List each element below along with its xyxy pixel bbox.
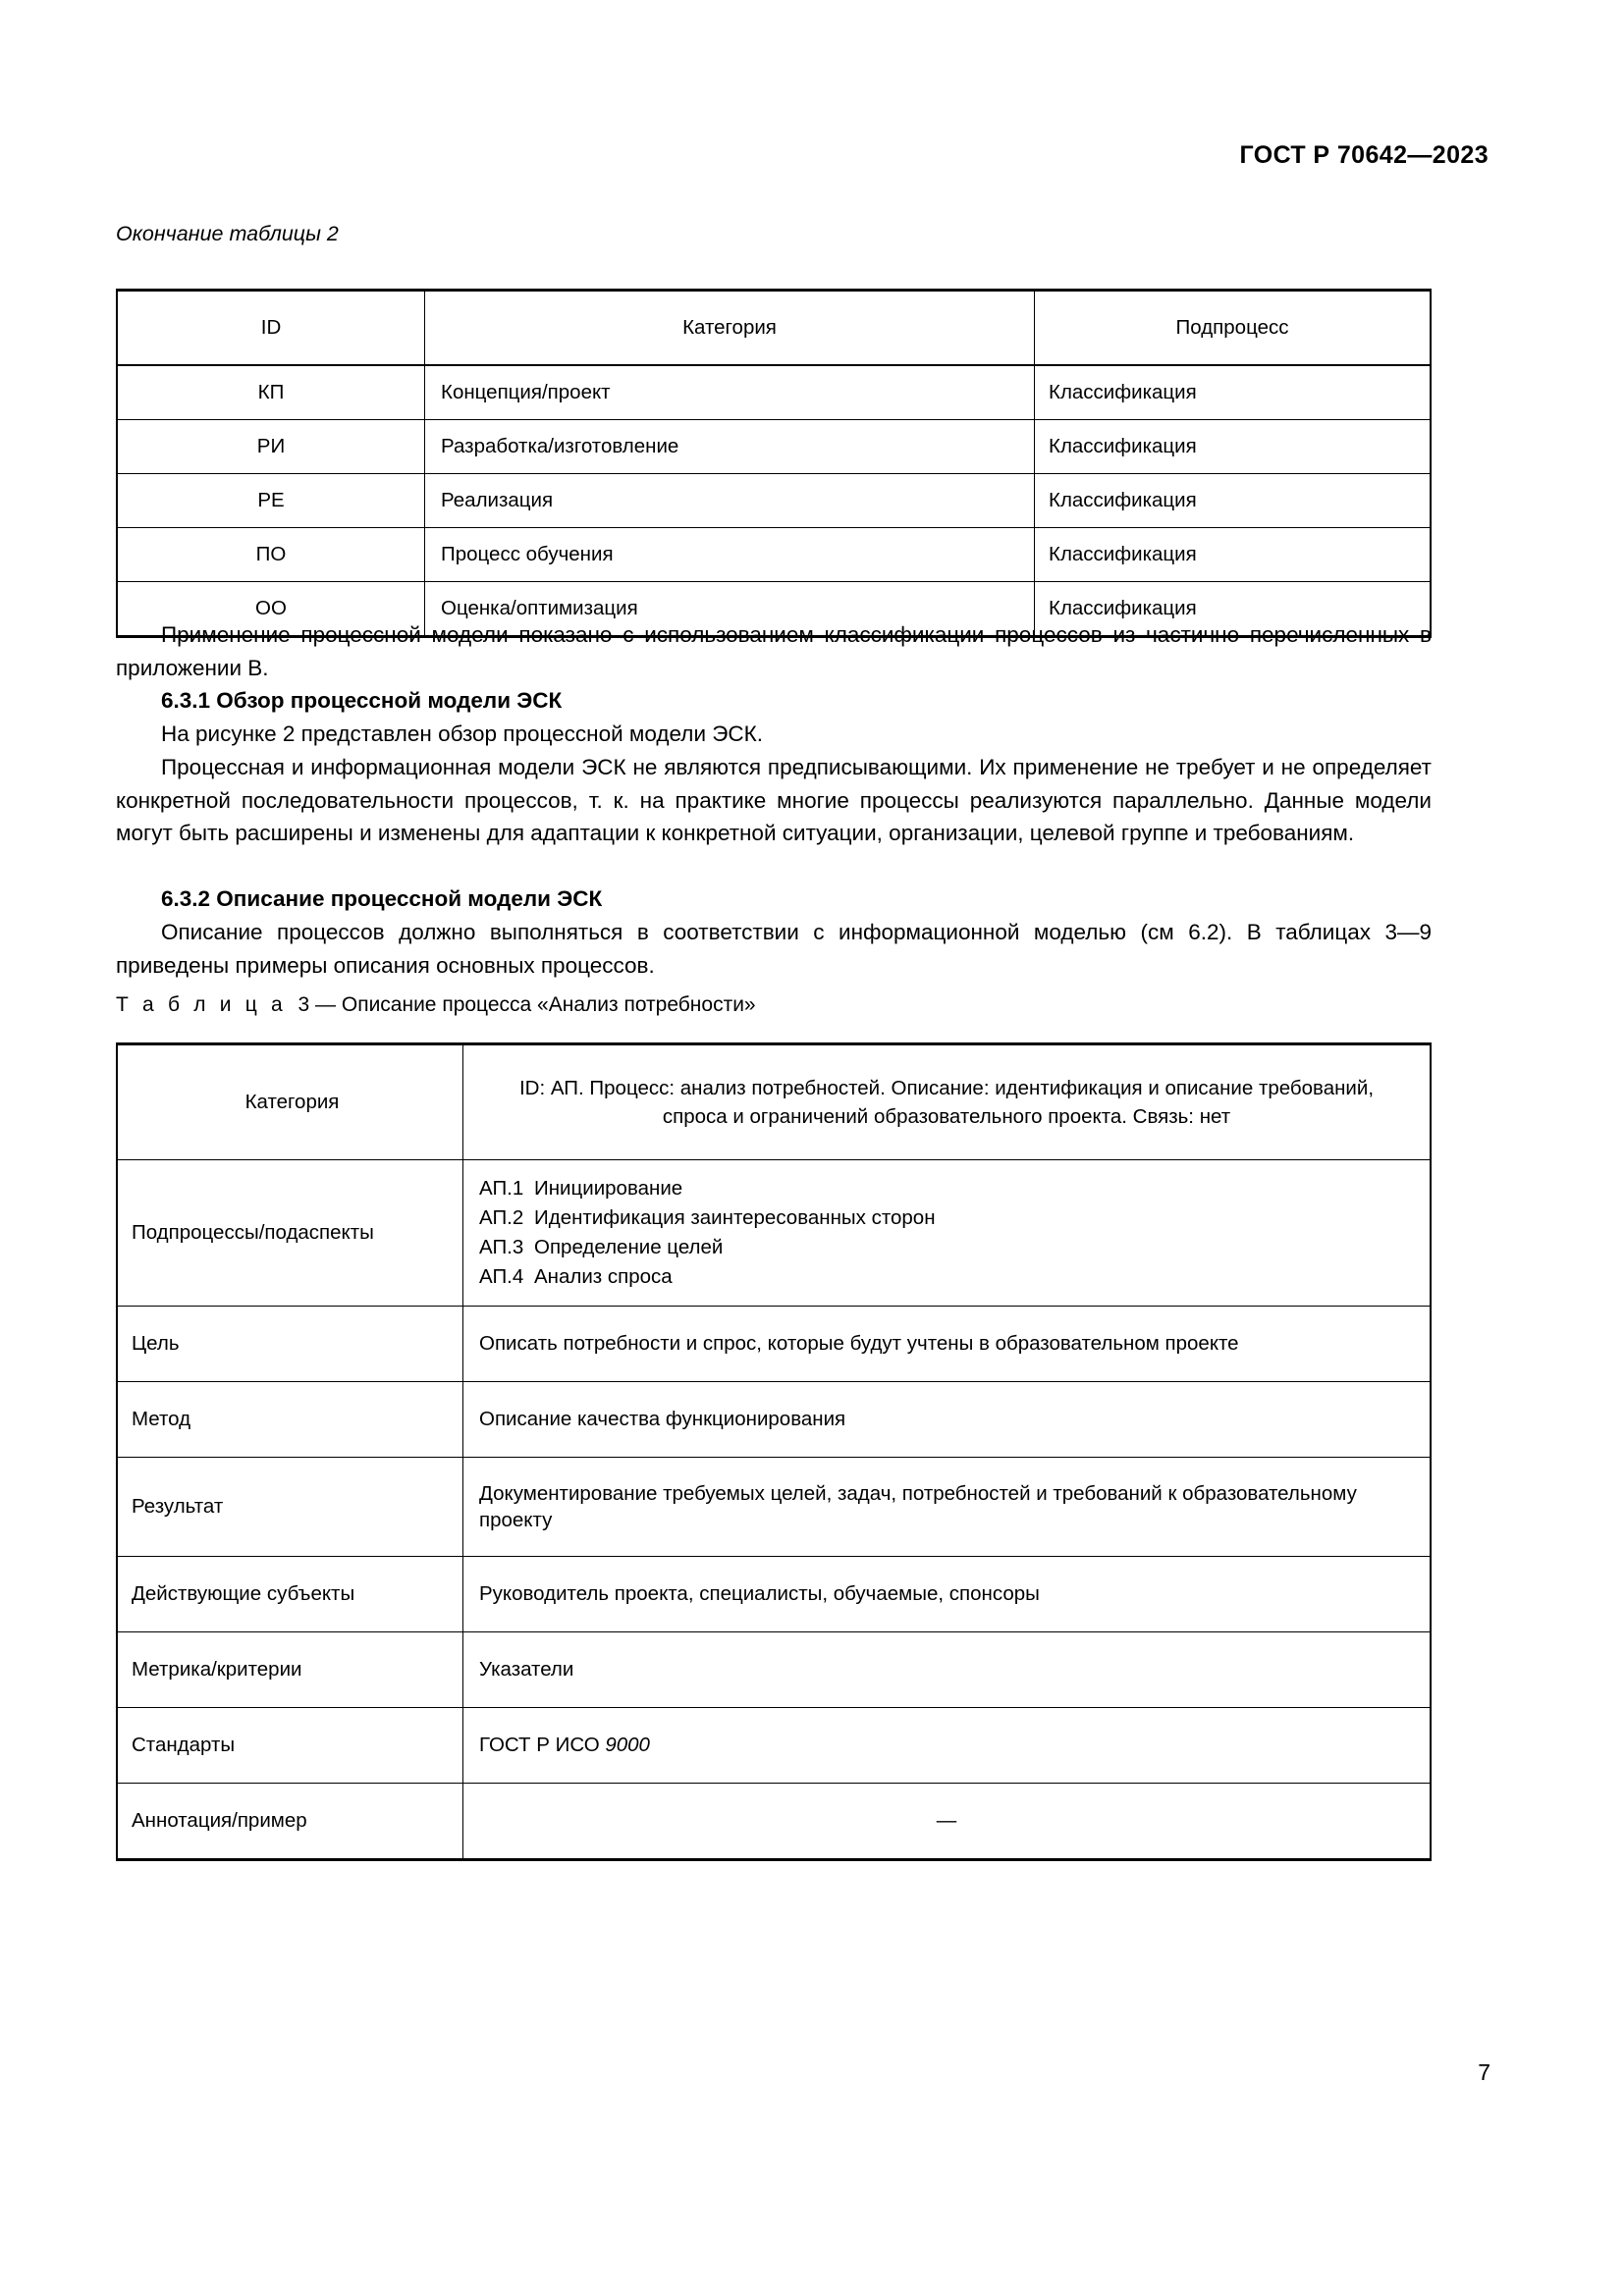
table3-row-key: Результат — [117, 1458, 463, 1557]
heading-6-3-1: 6.3.1 Обзор процессной модели ЭСК — [161, 688, 563, 713]
table2-cell-id: КП — [117, 365, 425, 420]
subprocess-number: АП.2 — [479, 1205, 524, 1229]
table3-header-row — [117, 1045, 1431, 1160]
table2-cell-id: ОО — [117, 582, 425, 636]
table3-row-key: Цель — [117, 1307, 463, 1382]
table2-cell-category: Оценка/оптимизация — [425, 582, 1035, 636]
table-row — [117, 1458, 1431, 1557]
table3-caption — [116, 993, 756, 1017]
table2-cell-id: РЕ — [117, 474, 425, 528]
standard-number: 9000 — [605, 1734, 650, 1757]
table3-row-key: Метод — [117, 1382, 463, 1458]
subprocess-label: Анализ спроса — [534, 1265, 673, 1289]
table2-cell-subprocess: Классификация — [1035, 365, 1432, 420]
list-item — [479, 1262, 1414, 1292]
table3-header-value — [463, 1045, 1432, 1160]
table-row — [117, 1382, 1431, 1458]
subprocess-number: АП.3 — [479, 1236, 524, 1258]
table-row — [117, 420, 1431, 474]
list-item — [479, 1233, 1414, 1262]
table2-cell-category: Концепция/проект — [425, 365, 1035, 420]
table3-row-value: Описание качества функционирования — [463, 1382, 1432, 1458]
subprocess-list — [479, 1174, 1414, 1293]
table3-row-key: Подпроцессы/подаспекты — [117, 1160, 463, 1307]
table3-row-key: Метрика/критерии — [117, 1632, 463, 1708]
table-2 — [116, 289, 1432, 638]
table3-header-value-line2: спроса и ограничений образовательного проекта. Связь: нет — [662, 1105, 1231, 1128]
paragraph-process-description — [116, 916, 1432, 982]
paragraph-text: На рисунке 2 представлен обзор процессной модели ЭСК. — [161, 721, 764, 746]
table2-cell-subprocess: Классификация — [1035, 528, 1432, 582]
table3-row-value: Указатели — [463, 1632, 1432, 1708]
paragraph-process-model-usage — [116, 618, 1432, 684]
table-row — [117, 1784, 1431, 1859]
table2-col-header-subprocess: Подпроцесс — [1035, 292, 1432, 365]
table3-header-value-line1: ID: АП. Процесс: анализ потребностей. Описание: идентификация и описание требований, — [518, 1076, 1375, 1099]
page-number: 7 — [1478, 2059, 1490, 2085]
table2-cell-subprocess: Классификация — [1035, 420, 1432, 474]
paragraph-text: Процессная и информационная модели ЭСК не являются предписывающими. Их применение не требует и не определяет конкретной последовательности процессов, т. к. на практике многие процессы реализуются параллельно. Данные модели могут быть расширены и изменены для адаптации к конкретной ситуации, организации, целевой группе и требованиям. — [116, 755, 1432, 846]
subprocess-number: АП.4 — [479, 1265, 524, 1289]
table3-row-key: Действующие субъекты — [117, 1557, 463, 1632]
table-row — [117, 1632, 1431, 1708]
table-row — [117, 1708, 1431, 1784]
table2-cell-id: ПО — [117, 528, 425, 582]
table-row — [117, 365, 1431, 420]
table3-row-value: — — [463, 1784, 1432, 1859]
table2-header-row — [117, 292, 1431, 365]
table3-caption-text: 3 — Описание процесса «Анализ потребности» — [298, 993, 756, 1016]
paragraph-figure2-reference — [116, 718, 1432, 751]
table3-row-value: Документирование требуемых целей, задач, потребностей и требований к образовательному проекту — [463, 1458, 1432, 1557]
document-standard-header: ГОСТ Р 70642—2023 — [1239, 141, 1489, 169]
table2-cell-category: Разработка/изготовление — [425, 420, 1035, 474]
table3-row-key: Стандарты — [117, 1708, 463, 1784]
table2-cell-subprocess: Классификация — [1035, 582, 1432, 636]
table3-row-value: Описать потребности и спрос, которые будут учтены в образовательном проекте — [463, 1307, 1432, 1382]
list-item — [479, 1203, 1414, 1233]
table2-cell-subprocess: Классификация — [1035, 474, 1432, 528]
standard-name: ГОСТ Р ИСО — [479, 1734, 606, 1757]
table3-header-key: Категория — [117, 1045, 463, 1160]
table-row — [117, 528, 1431, 582]
table-row — [117, 1307, 1431, 1382]
paragraph-model-nonprescriptive — [116, 751, 1432, 850]
paragraph-text: Применение процессной модели показано с использованием классификации процессов из частично перечисленных в приложении В. — [116, 622, 1432, 680]
table-3 — [116, 1042, 1432, 1861]
table3-row-value: Руководитель проекта, специалисты, обучаемые, спонсоры — [463, 1557, 1432, 1632]
subprocess-number: АП.1 — [479, 1176, 524, 1200]
table3-caption-label: Т а б л и ц а — [116, 993, 287, 1016]
table-row — [117, 1557, 1431, 1632]
table2-cell-id: РИ — [117, 420, 425, 474]
table-row — [117, 1160, 1431, 1307]
table3-row-value — [463, 1160, 1432, 1307]
table2-cell-category: Реализация — [425, 474, 1035, 528]
subprocess-label: Инициирование — [534, 1176, 683, 1200]
table3-row-value — [463, 1708, 1432, 1784]
paragraph-text: Описание процессов должно выполняться в соответствии с информационной моделью (см 6.2). В таблицах 3—9 приведены примеры описания основных процессов. — [116, 920, 1432, 978]
subprocess-label: Идентификация заинтересованных сторон — [534, 1205, 936, 1229]
table-row — [117, 474, 1431, 528]
table3-row-key: Аннотация/пример — [117, 1784, 463, 1859]
table2-col-header-category: Категория — [425, 292, 1035, 365]
heading-6-3-2: 6.3.2 Описание процессной модели ЭСК — [161, 886, 603, 911]
table2-cell-category: Процесс обучения — [425, 528, 1035, 582]
list-item — [479, 1174, 1414, 1203]
subprocess-label: Определение целей — [534, 1236, 724, 1258]
table2-col-header-id: ID — [117, 292, 425, 365]
table2-continuation-caption: Окончание таблицы 2 — [116, 222, 339, 245]
